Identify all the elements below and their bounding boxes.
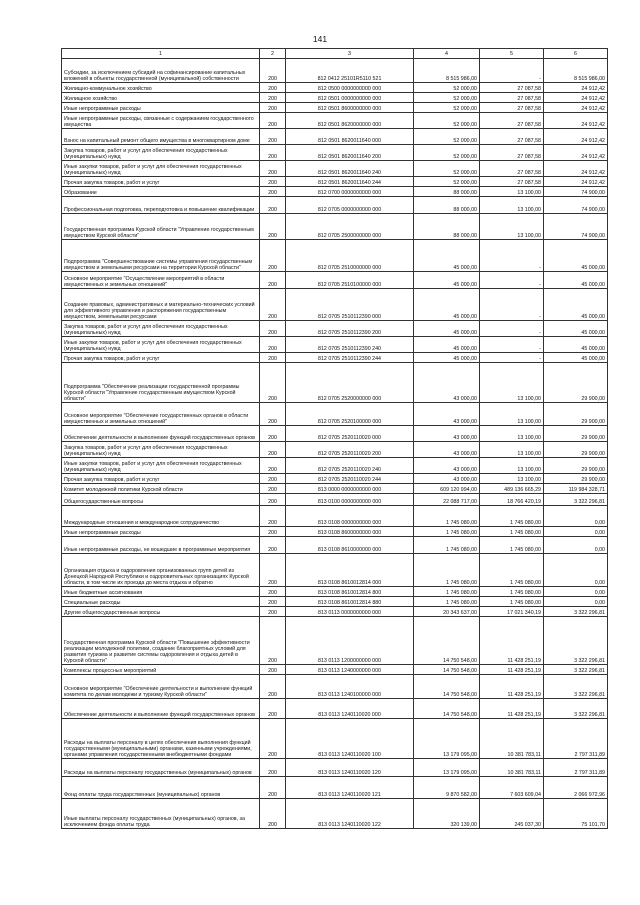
row-grbs-cell: 200: [260, 442, 286, 458]
row-code-cell: 812 0501 8600000000 000: [286, 103, 414, 113]
row-name-cell: Образование: [62, 187, 260, 197]
row-name-cell: Международные отношения и международное сотрудничество: [62, 506, 260, 527]
row-remainder-cell: 0,00: [544, 527, 608, 537]
row-approved-cell: 43 000,00: [414, 474, 480, 484]
row-remainder-cell: 45 000,00: [544, 321, 608, 337]
row-remainder-cell: 0,00: [544, 506, 608, 527]
row-grbs-cell: 200: [260, 272, 286, 289]
row-name-cell: Государственная программа Курской области "Повышение эффективности реализации молодежной политики, создание благоприятных условий для развития туризма и развитие системы оздоровления и отдыха детей в Курской области": [62, 617, 260, 665]
header-cell-1: 1: [62, 49, 260, 59]
row-grbs-cell: 200: [260, 197, 286, 214]
row-name-cell: Другие общегосударственные вопросы: [62, 607, 260, 617]
row-name-cell: Подпрограмма "Обеспечение реализации государственной программы Курской области "Управление государственным имуществом Курской области": [62, 363, 260, 403]
table-header-row: [62, 49, 608, 59]
table-row: [62, 83, 608, 93]
header-cell-3: 3: [286, 49, 414, 59]
row-executed-cell: 13 100,00: [480, 187, 544, 197]
row-remainder-cell: 75 101,70: [544, 799, 608, 829]
row-remainder-cell: 29 900,00: [544, 458, 608, 474]
row-approved-cell: 1 745 080,00: [414, 554, 480, 587]
row-name-cell: Расходы на выплаты персоналу в целях обеспечения выполнения функций государственными (муниципальными) органами, казенными учреждениями, органами управления государственными внебюджетными фондами: [62, 719, 260, 759]
row-grbs-cell: 200: [260, 665, 286, 675]
table-row: [62, 289, 608, 321]
table-row: [62, 719, 608, 759]
row-code-cell: 812 0705 2520110020 200: [286, 442, 414, 458]
row-approved-cell: 1 745 080,00: [414, 506, 480, 527]
row-grbs-cell: 200: [260, 699, 286, 719]
row-remainder-cell: 45 000,00: [544, 240, 608, 272]
row-executed-cell: 18 766 420,19: [480, 494, 544, 506]
row-remainder-cell: 45 000,00: [544, 272, 608, 289]
row-approved-cell: 43 000,00: [414, 442, 480, 458]
row-code-cell: 813 0108 8600000000 000: [286, 527, 414, 537]
row-code-cell: 813 0113 1240110020 120: [286, 759, 414, 777]
row-approved-cell: 45 000,00: [414, 289, 480, 321]
row-approved-cell: 9 870 582,00: [414, 777, 480, 799]
row-approved-cell: 88 000,00: [414, 187, 480, 197]
row-approved-cell: 52 000,00: [414, 161, 480, 177]
row-grbs-cell: 200: [260, 719, 286, 759]
row-grbs-cell: 200: [260, 587, 286, 597]
row-grbs-cell: 200: [260, 353, 286, 363]
row-approved-cell: 52 000,00: [414, 129, 480, 145]
row-approved-cell: 52 000,00: [414, 93, 480, 103]
row-code-cell: 812 0705 2510112390 000: [286, 289, 414, 321]
table-row: [62, 587, 608, 597]
row-approved-cell: 14 750 548,00: [414, 665, 480, 675]
row-name-cell: Прочая закупка товаров, работ и услуг: [62, 474, 260, 484]
row-executed-cell: -: [480, 353, 544, 363]
row-remainder-cell: 0,00: [544, 554, 608, 587]
row-grbs-cell: 200: [260, 93, 286, 103]
row-name-cell: Иные закупки товаров, работ и услуг для обеспечения государственных (муниципальных) нужд: [62, 161, 260, 177]
row-code-cell: 813 0113 1240100000 000: [286, 675, 414, 699]
row-code-cell: 813 0113 1240110020 122: [286, 799, 414, 829]
table-row: [62, 699, 608, 719]
row-executed-cell: 13 100,00: [480, 458, 544, 474]
row-code-cell: 813 0108 8610012814 880: [286, 597, 414, 607]
row-approved-cell: 45 000,00: [414, 337, 480, 353]
row-grbs-cell: 200: [260, 59, 286, 83]
row-approved-cell: 14 750 548,00: [414, 617, 480, 665]
table-row: [62, 554, 608, 587]
table-row: [62, 145, 608, 161]
row-approved-cell: 88 000,00: [414, 214, 480, 240]
row-code-cell: 813 0108 8610012814 800: [286, 587, 414, 597]
table-row: [62, 442, 608, 458]
row-grbs-cell: 200: [260, 403, 286, 426]
row-approved-cell: 1 745 080,00: [414, 537, 480, 554]
row-remainder-cell: 74 900,00: [544, 214, 608, 240]
row-remainder-cell: 29 900,00: [544, 426, 608, 442]
row-grbs-cell: 200: [260, 607, 286, 617]
row-approved-cell: 45 000,00: [414, 353, 480, 363]
row-grbs-cell: 200: [260, 83, 286, 93]
table-body: [62, 59, 608, 829]
table-row: [62, 103, 608, 113]
row-name-cell: Комплексы процессных мероприятий: [62, 665, 260, 675]
row-code-cell: 813 0113 1240000000 000: [286, 665, 414, 675]
row-executed-cell: 13 100,00: [480, 363, 544, 403]
row-executed-cell: 27 087,58: [480, 161, 544, 177]
row-grbs-cell: 200: [260, 799, 286, 829]
row-remainder-cell: 24 912,42: [544, 83, 608, 93]
row-code-cell: 812 0500 0000000000 000: [286, 83, 414, 93]
row-approved-cell: 43 000,00: [414, 426, 480, 442]
row-grbs-cell: 200: [260, 494, 286, 506]
row-approved-cell: 52 000,00: [414, 145, 480, 161]
row-name-cell: Иные непрограммные расходы: [62, 527, 260, 537]
row-name-cell: Иные закупки товаров, работ и услуг для обеспечения государственных (муниципальных) нужд: [62, 458, 260, 474]
row-name-cell: Иные непрограммные расходы, связанные с содержанием государственного имущества: [62, 113, 260, 129]
row-name-cell: Иные бюджетные ассигнования: [62, 587, 260, 597]
row-code-cell: 812 0705 2510000000 000: [286, 240, 414, 272]
row-name-cell: Субсидии, за исключением субсидий на софинансирование капитальных вложений в объекты государственной (муниципальной) собственности: [62, 59, 260, 83]
table-row: [62, 403, 608, 426]
row-approved-cell: 14 750 548,00: [414, 675, 480, 699]
row-remainder-cell: 119 984 328,71: [544, 484, 608, 494]
row-approved-cell: 45 000,00: [414, 272, 480, 289]
row-name-cell: Комитет молодежной политики Курской области: [62, 484, 260, 494]
row-code-cell: 813 0108 8610012814 000: [286, 554, 414, 587]
row-executed-cell: 17 021 340,19: [480, 607, 544, 617]
row-name-cell: Жилищно-коммунальное хозяйство: [62, 83, 260, 93]
row-grbs-cell: 200: [260, 145, 286, 161]
row-grbs-cell: 200: [260, 759, 286, 777]
row-grbs-cell: 200: [260, 214, 286, 240]
row-remainder-cell: 29 900,00: [544, 442, 608, 458]
row-grbs-cell: 200: [260, 777, 286, 799]
row-grbs-cell: 200: [260, 675, 286, 699]
row-grbs-cell: 200: [260, 363, 286, 403]
row-name-cell: Жилищное хозяйство: [62, 93, 260, 103]
row-remainder-cell: 0,00: [544, 587, 608, 597]
table-row: [62, 197, 608, 214]
row-executed-cell: 1 745 080,00: [480, 537, 544, 554]
row-code-cell: 813 0108 0000000000 000: [286, 506, 414, 527]
table-row: [62, 759, 608, 777]
row-executed-cell: 27 087,58: [480, 145, 544, 161]
row-grbs-cell: 200: [260, 289, 286, 321]
table-row: [62, 484, 608, 494]
row-executed-cell: -: [480, 240, 544, 272]
table-row: [62, 665, 608, 675]
row-name-cell: Прочая закупка товаров, работ и услуг: [62, 353, 260, 363]
row-name-cell: Основное мероприятие "Осуществление мероприятий в области имущественных и земельных отношений": [62, 272, 260, 289]
row-remainder-cell: 24 912,42: [544, 93, 608, 103]
row-code-cell: 812 0705 2520100000 000: [286, 403, 414, 426]
row-approved-cell: 14 750 548,00: [414, 699, 480, 719]
row-approved-cell: 52 000,00: [414, 177, 480, 187]
row-executed-cell: 13 100,00: [480, 403, 544, 426]
page-number: 141: [312, 34, 328, 44]
row-grbs-cell: 200: [260, 187, 286, 197]
table-row: [62, 353, 608, 363]
row-approved-cell: 320 139,00: [414, 799, 480, 829]
table-row: [62, 129, 608, 145]
table-row: [62, 240, 608, 272]
row-code-cell: 812 0501 8620011640 244: [286, 177, 414, 187]
row-remainder-cell: 2 066 972,96: [544, 777, 608, 799]
row-code-cell: 813 0000 0000000000 000: [286, 484, 414, 494]
row-grbs-cell: 200: [260, 426, 286, 442]
row-code-cell: 812 0705 2510112390 240: [286, 337, 414, 353]
row-grbs-cell: 200: [260, 458, 286, 474]
row-executed-cell: 27 087,58: [480, 93, 544, 103]
row-approved-cell: 43 000,00: [414, 363, 480, 403]
row-grbs-cell: 200: [260, 484, 286, 494]
row-code-cell: 812 0705 2520110020 240: [286, 458, 414, 474]
row-code-cell: 812 0705 2520110020 000: [286, 426, 414, 442]
row-executed-cell: -: [480, 321, 544, 337]
row-remainder-cell: 3 322 296,81: [544, 665, 608, 675]
row-name-cell: Закупка товаров, работ и услуг для обеспечения государственных (муниципальных) нужд: [62, 145, 260, 161]
row-approved-cell: 1 745 080,00: [414, 527, 480, 537]
row-executed-cell: 11 428 251,19: [480, 665, 544, 675]
row-name-cell: Специальные расходы: [62, 597, 260, 607]
table-row: [62, 617, 608, 665]
row-remainder-cell: 3 322 296,81: [544, 699, 608, 719]
row-grbs-cell: 200: [260, 240, 286, 272]
table-row: [62, 321, 608, 337]
row-code-cell: 813 0113 0000000000 000: [286, 607, 414, 617]
row-executed-cell: 11 428 251,19: [480, 675, 544, 699]
row-grbs-cell: 200: [260, 527, 286, 537]
row-executed-cell: 10 381 783,11: [480, 759, 544, 777]
table-row: [62, 59, 608, 83]
row-executed-cell: 11 428 251,19: [480, 699, 544, 719]
row-grbs-cell: 200: [260, 161, 286, 177]
row-name-cell: Иные закупки товаров, работ и услуг для обеспечения государственных (муниципальных) нужд: [62, 337, 260, 353]
row-code-cell: 812 0501 8620011640 200: [286, 145, 414, 161]
row-executed-cell: 13 100,00: [480, 214, 544, 240]
row-executed-cell: 10 381 783,11: [480, 719, 544, 759]
row-remainder-cell: 24 912,42: [544, 103, 608, 113]
table-row: [62, 272, 608, 289]
row-remainder-cell: 29 900,00: [544, 403, 608, 426]
row-approved-cell: 88 000,00: [414, 197, 480, 214]
row-name-cell: Фонд оплаты труда государственных (муниципальных) органов: [62, 777, 260, 799]
table-row: [62, 597, 608, 607]
row-remainder-cell: 0,00: [544, 537, 608, 554]
row-remainder-cell: 24 912,42: [544, 161, 608, 177]
row-grbs-cell: 200: [260, 177, 286, 187]
row-code-cell: 812 0705 2500000000 000: [286, 214, 414, 240]
row-code-cell: 812 0705 2520000000 000: [286, 363, 414, 403]
header-cell-4: 4: [414, 49, 480, 59]
row-code-cell: 812 0501 8620011640 000: [286, 129, 414, 145]
row-remainder-cell: 3 322 296,81: [544, 607, 608, 617]
row-approved-cell: 43 000,00: [414, 403, 480, 426]
row-remainder-cell: 3 322 296,81: [544, 617, 608, 665]
table-row: [62, 607, 608, 617]
row-name-cell: Профессиональная подготовка, переподготовка и повышение квалификации: [62, 197, 260, 214]
row-executed-cell: 27 087,58: [480, 177, 544, 187]
row-name-cell: Иные непрограммные расходы, не вошедшие в программные мероприятия: [62, 537, 260, 554]
table-row: [62, 337, 608, 353]
row-name-cell: Иные непрограммные расходы: [62, 103, 260, 113]
row-approved-cell: 20 343 637,00: [414, 607, 480, 617]
row-name-cell: Подпрограмма "Совершенствование системы управления государственным имуществом и земельными ресурсами на территории Курской области": [62, 240, 260, 272]
row-remainder-cell: 24 912,42: [544, 145, 608, 161]
row-code-cell: 812 0705 0000000000 000: [286, 197, 414, 214]
row-executed-cell: 11 428 251,19: [480, 617, 544, 665]
table-row: [62, 537, 608, 554]
row-executed-cell: 13 100,00: [480, 426, 544, 442]
row-name-cell: Обеспечение деятельности и выполнение функций государственных органов: [62, 426, 260, 442]
header-cell-5: 5: [480, 49, 544, 59]
row-grbs-cell: 200: [260, 113, 286, 129]
row-approved-cell: 13 179 095,00: [414, 719, 480, 759]
row-grbs-cell: 200: [260, 474, 286, 484]
row-name-cell: Закупка товаров, работ и услуг для обеспечения государственных (муниципальных) нужд: [62, 442, 260, 458]
table-row: [62, 214, 608, 240]
row-grbs-cell: 200: [260, 337, 286, 353]
row-executed-cell: -: [480, 289, 544, 321]
table-row: [62, 527, 608, 537]
row-approved-cell: 45 000,00: [414, 321, 480, 337]
row-remainder-cell: 2 797 311,89: [544, 759, 608, 777]
row-executed-cell: -: [480, 59, 544, 83]
table-row: [62, 675, 608, 699]
row-code-cell: 813 0113 1200000000 000: [286, 617, 414, 665]
row-executed-cell: 13 100,00: [480, 474, 544, 484]
row-grbs-cell: 200: [260, 617, 286, 665]
row-remainder-cell: 74 900,00: [544, 187, 608, 197]
row-name-cell: Государственная программа Курской области "Управление государственным имуществом Курской области": [62, 214, 260, 240]
row-executed-cell: 13 100,00: [480, 197, 544, 214]
row-remainder-cell: 24 912,42: [544, 113, 608, 129]
row-name-cell: Основное мероприятие "Обеспечение деятельности и выполнение функций комитета по делам молодежи и туризму Курской области": [62, 675, 260, 699]
row-name-cell: Взнос на капитальный ремонт общего имущества в многоквартирном доме: [62, 129, 260, 145]
row-code-cell: 813 0113 1240110020 000: [286, 699, 414, 719]
row-remainder-cell: 2 797 311,89: [544, 719, 608, 759]
row-grbs-cell: 200: [260, 129, 286, 145]
row-approved-cell: 8 515 986,00: [414, 59, 480, 83]
row-name-cell: Иные выплаты персоналу государственных (муниципальных) органов, за исключением фонда оплаты труда: [62, 799, 260, 829]
row-code-cell: 812 0700 0000000000 000: [286, 187, 414, 197]
row-executed-cell: 1 745 080,00: [480, 506, 544, 527]
row-executed-cell: 27 087,58: [480, 83, 544, 93]
row-executed-cell: 1 745 080,00: [480, 587, 544, 597]
row-grbs-cell: 200: [260, 554, 286, 587]
row-remainder-cell: 45 000,00: [544, 337, 608, 353]
row-code-cell: 812 0705 2510112390 200: [286, 321, 414, 337]
row-name-cell: Расходы на выплаты персоналу государственных (муниципальных) органов: [62, 759, 260, 777]
row-remainder-cell: 3 322 296,81: [544, 675, 608, 699]
row-remainder-cell: 29 900,00: [544, 363, 608, 403]
row-code-cell: 812 0705 2520110020 244: [286, 474, 414, 484]
row-approved-cell: 22 088 717,00: [414, 494, 480, 506]
row-code-cell: 812 0412 25101R5110 521: [286, 59, 414, 83]
table-row: [62, 799, 608, 829]
row-executed-cell: 1 745 080,00: [480, 527, 544, 537]
row-executed-cell: 13 100,00: [480, 442, 544, 458]
row-name-cell: Организация отдыха и оздоровления организованных групп детей из Донецкой Народной Республики и оздоровительных организациях Курской области, в том числе их проезда до места отдыха и обратно: [62, 554, 260, 587]
row-remainder-cell: 29 900,00: [544, 474, 608, 484]
row-remainder-cell: 74 900,00: [544, 197, 608, 214]
table-row: [62, 363, 608, 403]
row-code-cell: 813 0100 0000000000 000: [286, 494, 414, 506]
row-code-cell: 812 0501 8620000000 000: [286, 113, 414, 129]
row-executed-cell: 1 745 080,00: [480, 597, 544, 607]
table-row: [62, 506, 608, 527]
row-code-cell: 813 0108 8610000000 000: [286, 537, 414, 554]
row-name-cell: Прочая закупка товаров, работ и услуг: [62, 177, 260, 187]
row-grbs-cell: 200: [260, 321, 286, 337]
table-row: [62, 474, 608, 484]
row-code-cell: 812 0705 2510100000 000: [286, 272, 414, 289]
row-grbs-cell: 200: [260, 597, 286, 607]
row-remainder-cell: 24 912,42: [544, 177, 608, 187]
table-row: [62, 458, 608, 474]
header-cell-6: 6: [544, 49, 608, 59]
row-code-cell: 812 0501 0000000000 000: [286, 93, 414, 103]
row-name-cell: Закупка товаров, работ и услуг для обеспечения государственных (муниципальных) нужд: [62, 321, 260, 337]
row-code-cell: 812 0501 8620011640 240: [286, 161, 414, 177]
row-remainder-cell: 45 000,00: [544, 353, 608, 363]
header-cell-2: 2: [260, 49, 286, 59]
table-row: [62, 426, 608, 442]
row-name-cell: Общегосударственные вопросы: [62, 494, 260, 506]
row-executed-cell: 489 136 665,29: [480, 484, 544, 494]
row-approved-cell: 1 745 080,00: [414, 597, 480, 607]
table-row: [62, 494, 608, 506]
row-name-cell: Основное мероприятие "Обеспечение государственных органов в области имущественных и земельных отношений": [62, 403, 260, 426]
row-code-cell: 813 0113 1240110020 100: [286, 719, 414, 759]
row-grbs-cell: 200: [260, 506, 286, 527]
budget-table: [61, 48, 608, 829]
row-approved-cell: 52 000,00: [414, 113, 480, 129]
table-row: [62, 161, 608, 177]
row-executed-cell: -: [480, 272, 544, 289]
row-executed-cell: 27 087,58: [480, 129, 544, 145]
row-name-cell: Обеспечение деятельности и выполнение функций государственных органов: [62, 699, 260, 719]
row-name-cell: Создание правовых, административных и материально-технических условий для эффективного управления и распоряжения государственным имуществом, земельными ресурсами: [62, 289, 260, 321]
row-code-cell: 813 0113 1240110020 121: [286, 777, 414, 799]
row-approved-cell: 52 000,00: [414, 83, 480, 93]
row-approved-cell: 13 179 095,00: [414, 759, 480, 777]
row-remainder-cell: 8 515 986,00: [544, 59, 608, 83]
row-remainder-cell: 24 912,42: [544, 129, 608, 145]
table-row: [62, 113, 608, 129]
row-grbs-cell: 200: [260, 537, 286, 554]
row-executed-cell: -: [480, 337, 544, 353]
row-code-cell: 812 0705 2510112390 244: [286, 353, 414, 363]
table-row: [62, 177, 608, 187]
table-row: [62, 777, 608, 799]
row-executed-cell: 27 087,58: [480, 103, 544, 113]
row-approved-cell: 609 120 994,00: [414, 484, 480, 494]
table-row: [62, 93, 608, 103]
row-executed-cell: 1 745 080,00: [480, 554, 544, 587]
row-approved-cell: 45 000,00: [414, 240, 480, 272]
row-approved-cell: 52 000,00: [414, 103, 480, 113]
table-row: [62, 187, 608, 197]
row-remainder-cell: 0,00: [544, 597, 608, 607]
row-remainder-cell: 3 322 296,81: [544, 494, 608, 506]
row-executed-cell: 27 087,58: [480, 113, 544, 129]
row-approved-cell: 43 000,00: [414, 458, 480, 474]
row-executed-cell: 7 603 609,04: [480, 777, 544, 799]
row-executed-cell: 245 037,30: [480, 799, 544, 829]
row-remainder-cell: 45 000,00: [544, 289, 608, 321]
row-approved-cell: 1 745 080,00: [414, 587, 480, 597]
row-grbs-cell: 200: [260, 103, 286, 113]
